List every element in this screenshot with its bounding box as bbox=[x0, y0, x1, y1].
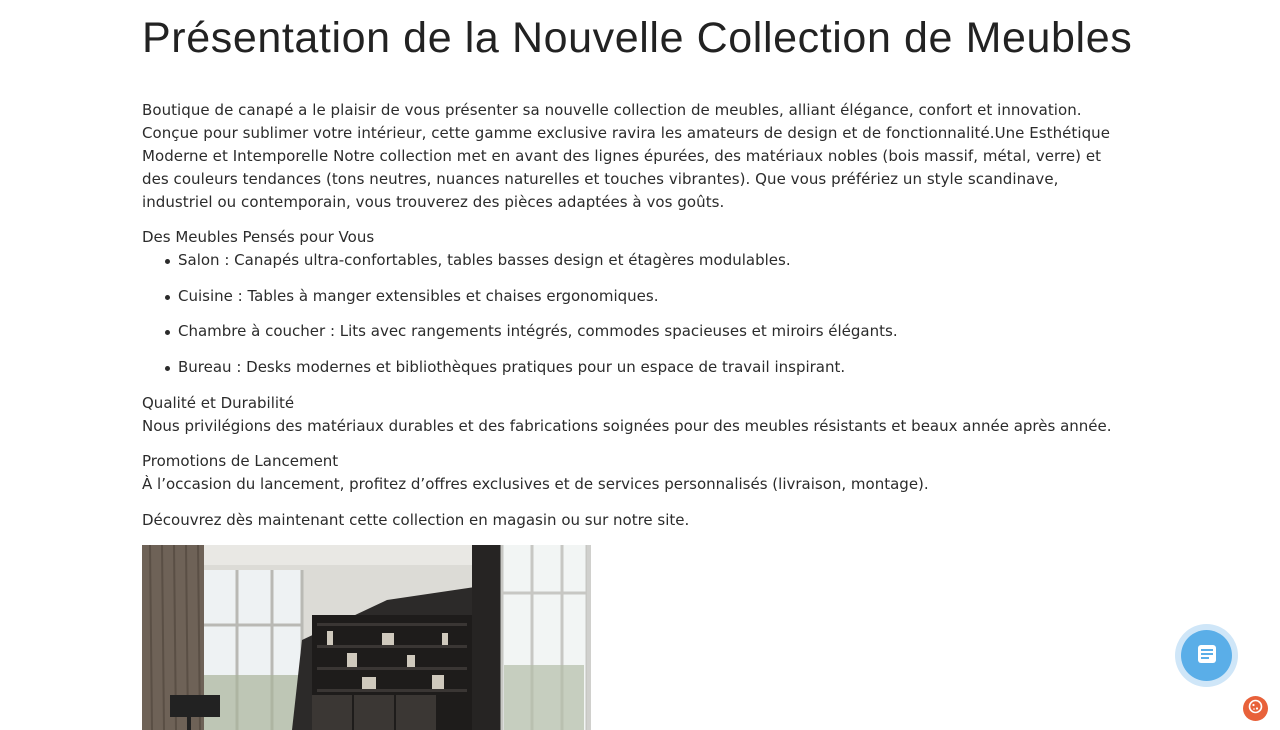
list-item: Cuisine : Tables à manger extensibles et chaises ergonomiques. bbox=[142, 285, 1117, 308]
cookie-icon bbox=[1248, 699, 1263, 718]
qualite-section bbox=[142, 392, 1117, 438]
chat-button[interactable] bbox=[1175, 624, 1238, 687]
meubles-section bbox=[142, 226, 1117, 391]
list-item: Salon : Canapés ultra-confortables, tables basses design et étagères modulables. bbox=[142, 249, 1117, 272]
article bbox=[142, 0, 1133, 529]
promotions-section bbox=[142, 450, 1117, 496]
cookie-button[interactable] bbox=[1243, 696, 1268, 721]
promotions-text: À l’occasion du lancement, profitez d’offres exclusives et de services personnalisés (livraison, montage). bbox=[142, 475, 929, 493]
chat-document-icon bbox=[1196, 643, 1218, 669]
page-title: Présentation de la Nouvelle Collection de Meubles bbox=[142, 14, 1133, 62]
furniture-photo bbox=[142, 545, 591, 730]
promotions-heading: Promotions de Lancement bbox=[142, 452, 339, 470]
qualite-heading: Qualité et Durabilité bbox=[142, 394, 295, 412]
intro-paragraph: Boutique de canapé a le plaisir de vous présenter sa nouvelle collection de meubles, alliant élégance, confort et innovation. Conçue pour sublimer votre intérieur, cette gamme exclusive ravira les amateurs de design et de fonctionnalité.Une Esthétique Moderne et Intemporelle Notre collection met en avant des lignes épurées, des matériaux nobles (bois massif, métal, verre) et des couleurs tendances (tons neutres, nuances naturelles et touches vibrantes). Que vous préfériez un style scandinave, industriel ou contemporain, vous trouverez des pièces adaptées à vos goûts. bbox=[142, 101, 1110, 211]
outro-paragraph: Découvrez dès maintenant cette collection en magasin ou sur notre site. bbox=[142, 511, 690, 529]
meubles-heading: Des Meubles Pensés pour Vous bbox=[142, 228, 375, 246]
chat-button-inner bbox=[1181, 630, 1232, 681]
qualite-text: Nous privilégions des matériaux durables et des fabrications soignées pour des meubles résistants et beaux année après année. bbox=[142, 417, 1112, 435]
list-item: Bureau : Desks modernes et bibliothèques pratiques pour un espace de travail inspirant. bbox=[142, 356, 1117, 379]
list-item: Chambre à coucher : Lits avec rangements intégrés, commodes spacieuses et miroirs élégants. bbox=[142, 320, 1117, 343]
meubles-list bbox=[142, 249, 1117, 379]
